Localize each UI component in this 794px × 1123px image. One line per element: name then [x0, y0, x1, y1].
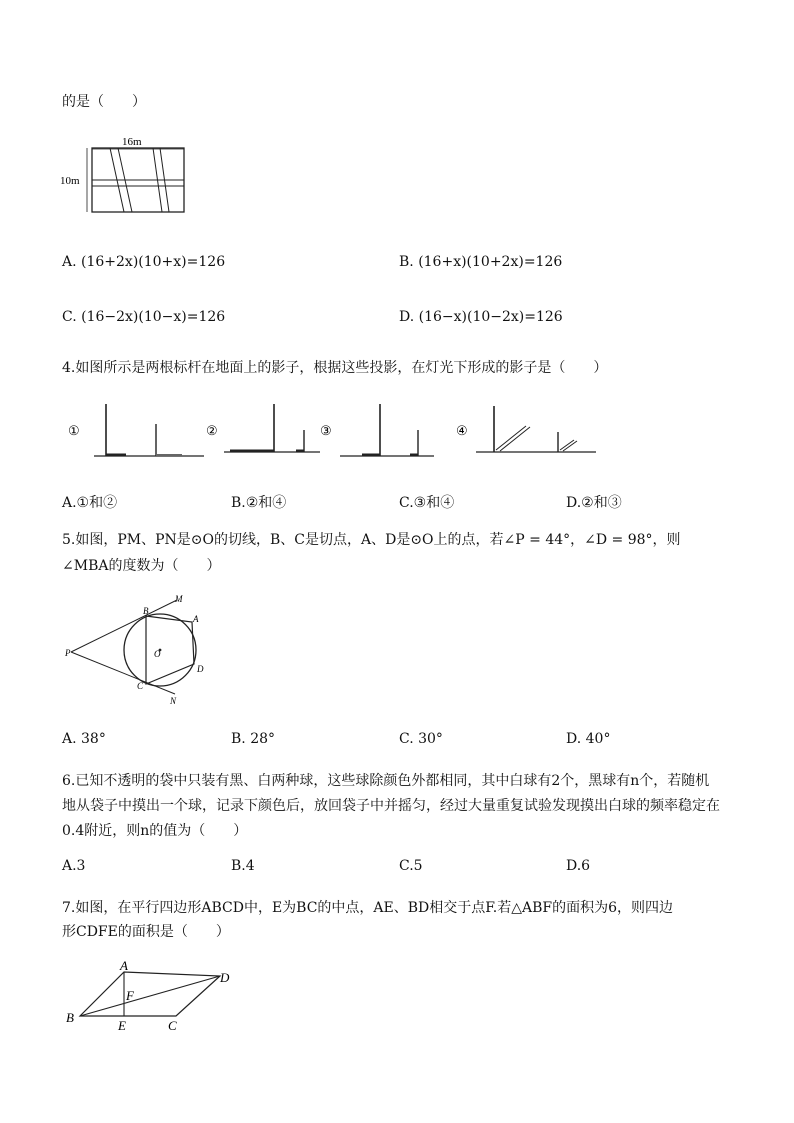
q3-figure: [58, 134, 198, 220]
q7-line2: 形CDFE的面积是（ ）: [62, 924, 230, 940]
q6-line1: 6.已知不透明的袋中只装有黑、白两种球，这些球除颜色外都相同，其中白球有2个，黑球有n个，若随机: [62, 773, 710, 789]
q3-height-label: 10m: [60, 175, 80, 187]
q3-option-c: C. (16−2x)(10−x)=126: [62, 309, 226, 325]
q5-option-c: C. 30°: [399, 731, 443, 747]
q6-option-c: C.5: [399, 858, 423, 874]
q6-line2: 地从袋子中摸出一个球，记录下颜色后，放回袋子中并摇匀，经过大量重复试验发现摸出白球的频率稳定在: [62, 798, 720, 814]
q7-line1: 7.如图，在平行四边形ABCD中，E为BC的中点，AE、BD相交于点F.若△ABF的面积为6，则四边: [62, 900, 674, 916]
q5-stem-line1: 5.如图，PM、PN是⊙O的切线，B、C是切点，A、D是⊙O上的点，若∠P = 44°，∠D = 98°，则: [62, 532, 681, 548]
q5-label-n: N: [170, 696, 177, 706]
q7-label-c: C: [168, 1018, 177, 1033]
q7-label-d: D: [220, 970, 230, 985]
q5-label-o: O: [154, 649, 161, 659]
q4-option-c: C.③和④: [399, 495, 455, 511]
q7-label-b: B: [66, 1010, 74, 1025]
q5-option-d: D. 40°: [566, 731, 611, 747]
q4-label-4: ④: [456, 423, 468, 438]
q3-width-label: 16m: [122, 136, 142, 148]
q3-option-b: B. (16+x)(10+2x)=126: [399, 254, 563, 270]
q3-option-a: A. (16+2x)(10+x)=126: [62, 254, 226, 270]
q7-label-e: E: [118, 1018, 126, 1033]
q4-stem: 4.如图所示是两根标杆在地面上的影子，根据这些投影，在灯光下形成的影子是（ ）: [62, 360, 608, 376]
q4-label-1: ①: [68, 423, 80, 438]
q7-figure: [62, 958, 242, 1036]
q5-label-c: C: [137, 681, 144, 691]
q5-option-b: B. 28°: [231, 731, 276, 747]
q5-label-d: D: [197, 664, 204, 674]
q6-option-d: D.6: [566, 858, 591, 874]
q5-label-b: B: [143, 606, 149, 616]
q5-stem-line2: ∠MBA的度数为（ ）: [62, 558, 221, 574]
q3-stem-tail: 的是（ ）: [62, 94, 146, 110]
q7-label-a: A: [120, 958, 128, 973]
q4-label-3: ③: [320, 423, 332, 438]
q3-option-d: D. (16−x)(10−2x)=126: [399, 309, 563, 325]
q7-label-f: F: [126, 988, 134, 1003]
q4-option-a: A.①和②: [62, 495, 118, 511]
q6-option-b: B.4: [231, 858, 255, 874]
q5-option-a: A. 38°: [62, 731, 106, 747]
q6-line3: 0.4附近，则n的值为（ ）: [62, 823, 248, 839]
q4-option-d: D.②和③: [566, 495, 622, 511]
q5-label-p: P: [65, 648, 71, 658]
q4-figure: [64, 400, 604, 462]
q5-label-m: M: [175, 594, 183, 604]
q6-option-a: A.3: [62, 858, 86, 874]
q4-option-b: B.②和④: [231, 495, 287, 511]
q5-label-a: A: [193, 614, 199, 624]
q5-figure: [62, 592, 222, 708]
q4-label-2: ②: [206, 423, 218, 438]
